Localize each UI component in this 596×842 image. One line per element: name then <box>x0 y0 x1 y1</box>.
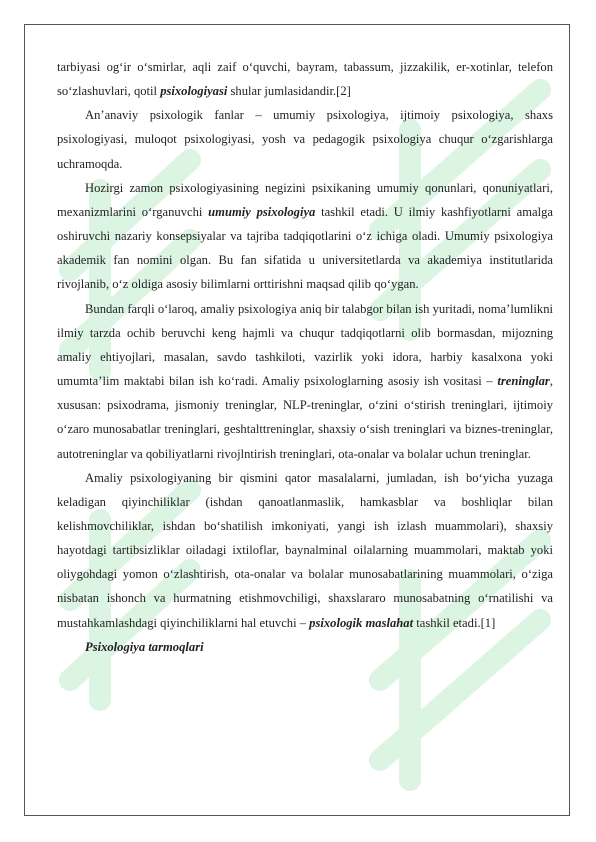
paragraph-3 <box>57 176 553 297</box>
section-heading: Psixologiya tarmoqlari <box>85 639 204 654</box>
paragraph-3-text: Hozirgi zamon psixologiyasining negizini psixikaning umumiy qonunlari, qonuniyatlari, mexanizmlarini o‘rganuvchi <box>57 180 553 219</box>
paragraph-4-text: Bundan farqli o‘laroq, amaliy psixologiya aniq bir talabgor bilan ish yuritadi, noma’lumlikni ilmiy tarzda ochib beruvchi keng hajmli va chuqur tadqiqotlarni olib bormasdan, mijozning amaliy ehtiyojlari, masalan, savdo tashkiloti, vazirlik yoki idora, harbiy kasalxona yoki umumta’lim maktabi bilan ish ko‘radi. Amaliy psixologlarning asosiy ish vositasi – <box>57 301 553 389</box>
paragraph-5 <box>57 466 553 635</box>
paragraph-4-text-end: , xususan: psixodrama, jismoniy treninglar, NLP-treninglar, o‘zini o‘stirish treninglari, ijtimoiy o‘zaro munosabatlar treninglari, geshtalttreninglar, shaxsiy o‘sish treninglari va biznes-treninglar, autotreninglar va qobiliyatlarni rivojlntirish treninglari, ota-onalar va bolalar uchun treninglar. <box>57 374 553 461</box>
paragraph-1-text: tarbiyasi og‘ir o‘smirlar, aqli zaif o‘quvchi, bayram, tabassum, jizzakilik, er-xotinlar, telefon so‘zlashuvlari, qotil <box>57 60 553 99</box>
paragraph-5-emphasis: psixologik maslahat <box>309 615 414 630</box>
paragraph-3-emphasis: umumiy psixologiya <box>208 204 316 219</box>
paragraph-4 <box>57 297 553 466</box>
paragraph-1 <box>57 55 553 103</box>
paragraph-5-text-end: tashkil etadi.[1] <box>413 615 496 630</box>
paragraph-1-text-end: shular jumlasidandir.[2] <box>227 84 351 99</box>
paragraph-5-text: Amaliy psixologiyaning bir qismini qator masalalarni, jumladan, ish bo‘yicha yuzaga keladigan qiyinchiliklar (ishdan qanoatlanmaslik, hamkasblar va boshliqlar bilan kelishmovchiliklar, ishdan bo‘shatilish imkoniyati, yangi ish izlash muammolari), shaxsiy hayotdagi tartibsizliklar oiladagi ixtiloflar, baynalminal oilalarning muammolari, maktab yoki oliygohdagi yomon o‘zlashtirish, ota-onalar va bolalar munosabatlarining muammolari, o‘ziga nisbatan ishonch va hurmatning etishmovchiligi, shaxslararo munosabatning o‘rnatilishi va mustahkamlashdagi qiyinchiliklarni hal etuvchi – <box>57 470 553 630</box>
paragraph-4-emphasis: treninglar <box>497 374 550 389</box>
paragraph-2: An’anaviy psixologik fanlar – umumiy psixologiya, ijtimoiy psixologiya, shaxs psixologiyasi, muloqot psixologiyasi, yosh va pedagogik psixologiya chuqur o‘zgarishlarga uchramoqda. <box>57 108 553 171</box>
document-body <box>57 55 553 659</box>
paragraph-3-text-end: tashkil etadi. U ilmiy kashfiyotlarni amalga oshiruvchi nazariy konsepsiyalar va tajriba tadqiqotlarini o‘z ichiga oladi. Umumiy psixologiya akademik fan nomini olgan. Bu fan sifatida u universitetlarda va akademiya institutlarida rivojlanib, o‘z oldiga asosiy bilimlarni orttirishni maqsad qilib qo‘ygan. <box>57 204 553 292</box>
paragraph-1-emphasis: psixologiyasi <box>160 84 228 99</box>
